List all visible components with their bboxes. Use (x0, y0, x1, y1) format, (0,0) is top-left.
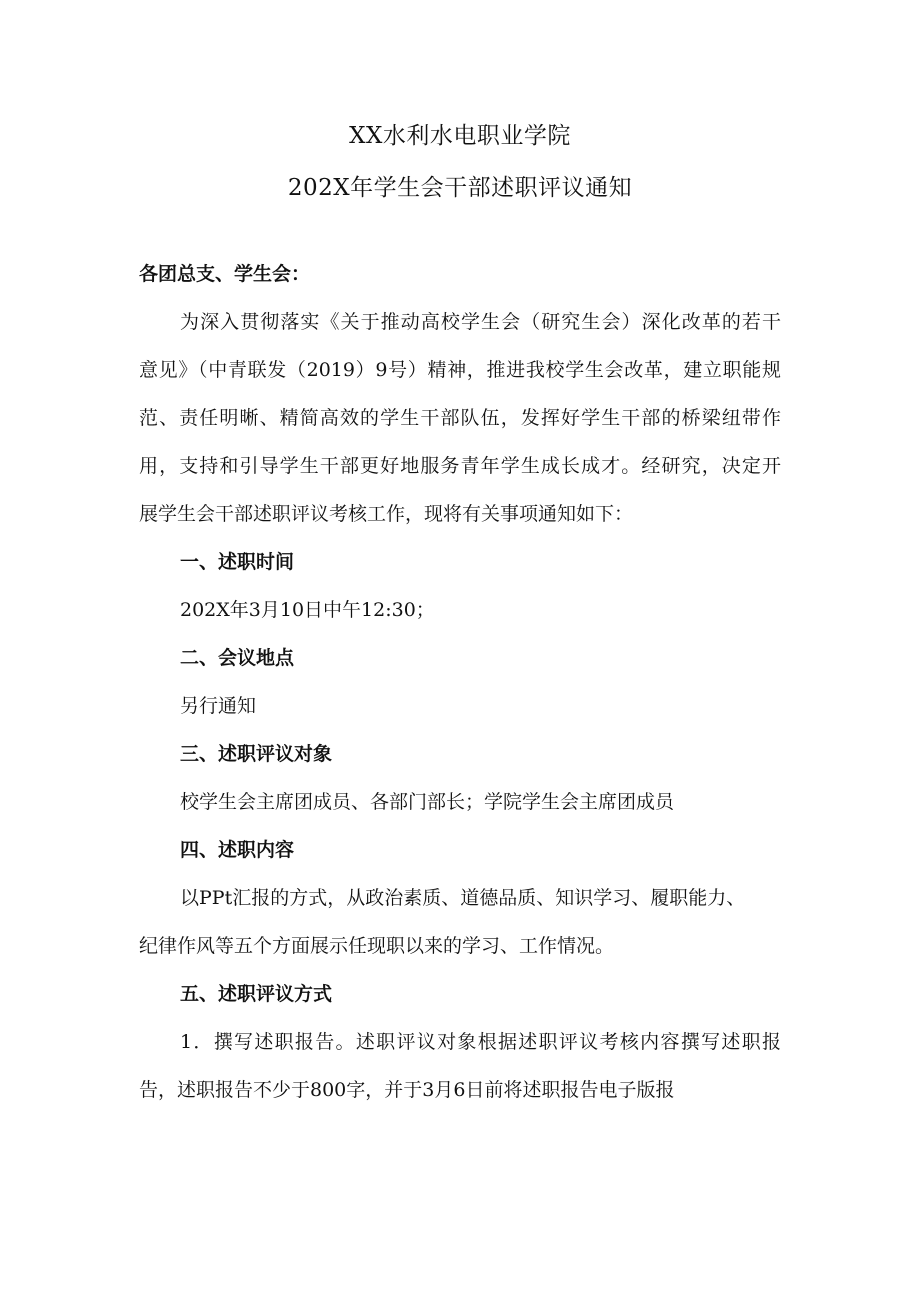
section-heading-time: 一、述职时间 (180, 551, 295, 573)
intro-line-3: 范、责任明晰、精简高效的学生干部队伍，发挥好学生干部的桥梁纽带作 (139, 407, 781, 429)
document-title-school: XX水利水电职业学院 (349, 123, 571, 149)
intro-line-4: 用，支持和引导学生干部更好地服务青年学生成长成才。经研究，决定开 (139, 455, 781, 477)
section-heading-location: 二、会议地点 (180, 647, 295, 669)
section-text-targets: 校学生会主席团成员、各部门部长；学院学生会主席团成员 (180, 791, 675, 813)
section-heading-method: 五、述职评议方式 (180, 983, 333, 1005)
salutation: 各团总支、学生会： (139, 263, 311, 285)
section-text-content-1: 以PPt汇报的方式，从政治素质、道德品质、知识学习、履职能力、 (180, 887, 746, 909)
section-text-location: 另行通知 (180, 695, 257, 717)
document-title-notice: 202X年学生会干部述职评议通知 (287, 175, 633, 201)
intro-line-2: 意见》（中青联发（2019）9号）精神，推进我校学生会改革，建立职能规 (139, 359, 781, 381)
section-text-time: 202X年3月10日中午12:30； (180, 599, 435, 621)
intro-line-1: 为深入贯彻落实《关于推动高校学生会（研究生会）深化改革的若干 (180, 311, 781, 333)
section-heading-targets: 三、述职评议对象 (180, 743, 333, 765)
section-text-method-1: 1．撰写述职报告。述职评议对象根据述职评议考核内容撰写述职报 (180, 1031, 781, 1053)
intro-line-5: 展学生会干部述职评议考核工作，现将有关事项通知如下： (139, 503, 634, 525)
section-heading-content: 四、述职内容 (180, 839, 295, 861)
section-text-method-2: 告，述职报告不少于800字，并于3月6日前将述职报告电子版报 (139, 1079, 675, 1101)
section-text-content-2: 纪律作风等五个方面展示任现职以来的学习、工作情况。 (139, 935, 615, 957)
